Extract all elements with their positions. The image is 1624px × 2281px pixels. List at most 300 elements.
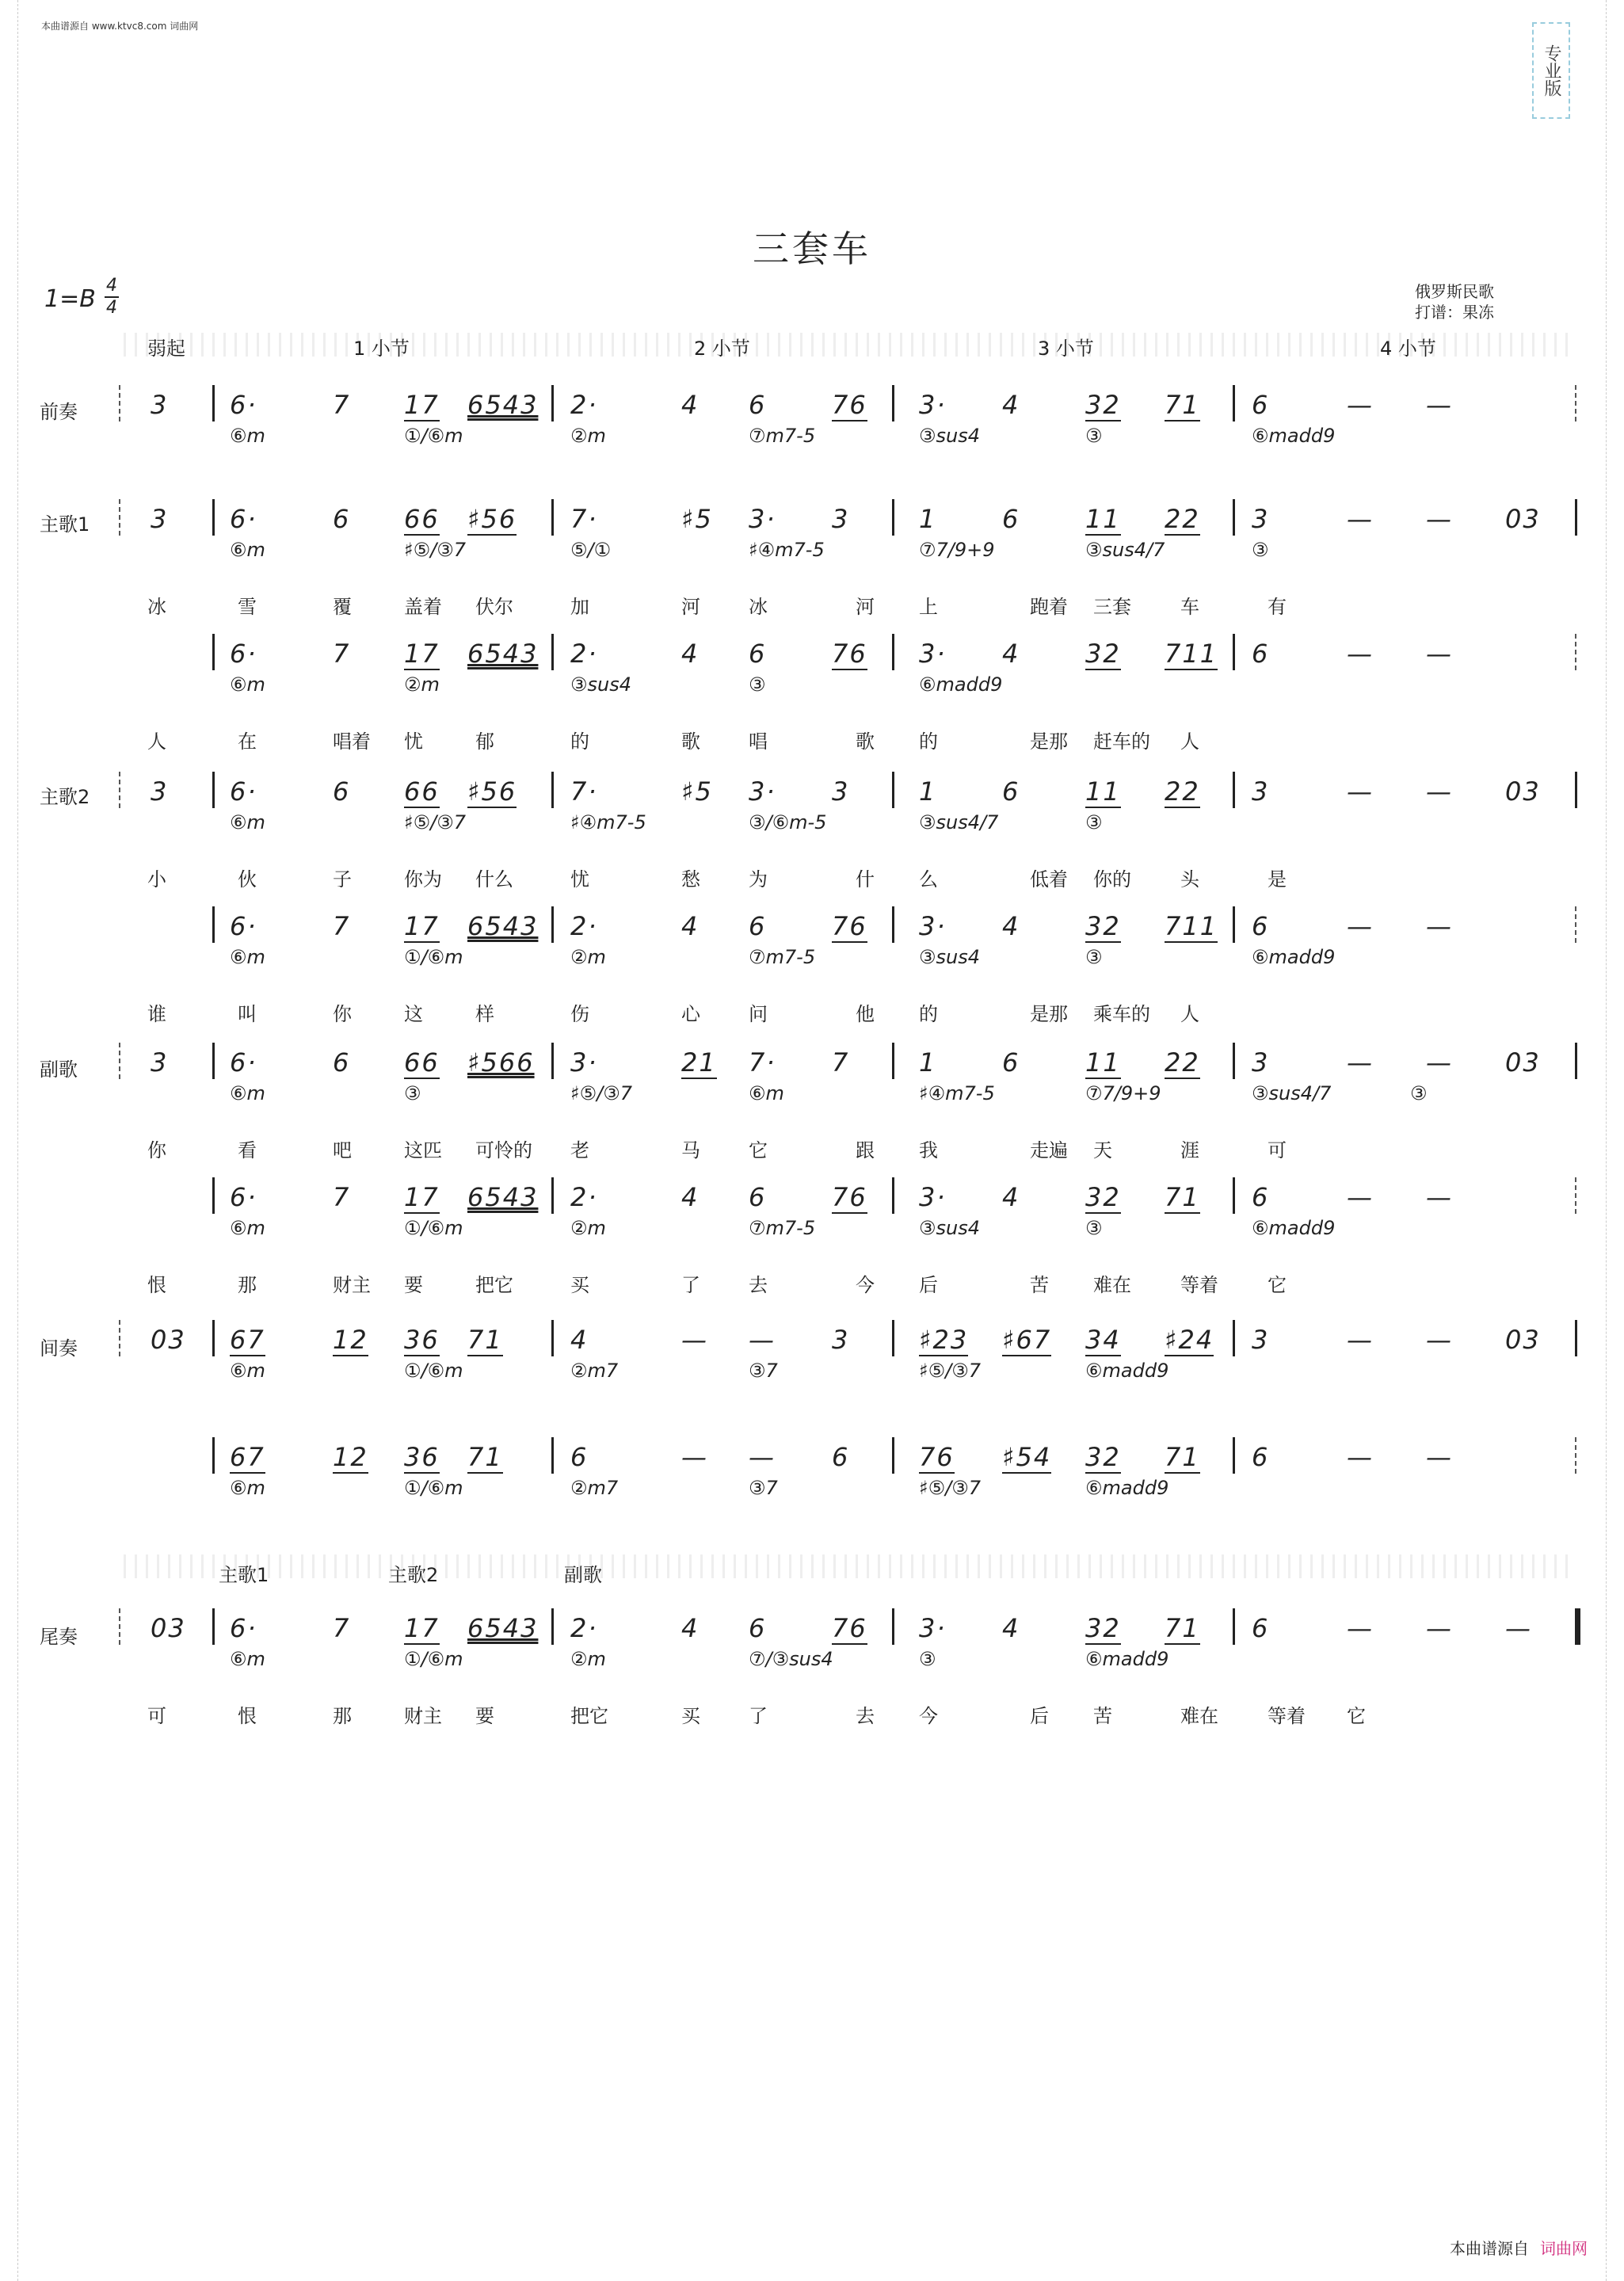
note: 17 [404, 639, 440, 669]
lyric-syllable: 愁 [681, 868, 700, 891]
barline [212, 385, 215, 421]
barline-end [1575, 1437, 1576, 1474]
note: — [1426, 639, 1453, 669]
note: — [1347, 1182, 1374, 1212]
lyric-syllable: 冰 [147, 596, 166, 618]
section-interlude: 间奏 [40, 1337, 78, 1360]
note: 6 [1252, 639, 1270, 669]
note: 7 [832, 1047, 850, 1078]
chord-symbol: ③ [1085, 1217, 1103, 1239]
note: — [1347, 1442, 1374, 1472]
note: 3· [919, 911, 947, 941]
note: 4 [1002, 1613, 1020, 1643]
note: 711 [1165, 639, 1218, 669]
barline [892, 1608, 894, 1645]
chord-symbol: ⑥madd9 [1085, 1360, 1169, 1382]
time-signature [105, 277, 119, 317]
note: — [1426, 1325, 1453, 1355]
note: 4 [1002, 911, 1020, 941]
chord-symbol: ①/⑥m [404, 1477, 463, 1499]
lyric-syllable: 雪 [238, 596, 257, 618]
lyric-syllable: 我 [919, 1139, 938, 1161]
note: 32 [1085, 1182, 1121, 1212]
note: 11 [1085, 1047, 1121, 1078]
barline [551, 906, 554, 943]
lyric-syllable: 马 [681, 1139, 700, 1161]
note: 76 [832, 1182, 867, 1212]
note: 76 [832, 390, 867, 420]
lyric-syllable: 人 [1180, 730, 1199, 753]
chord-symbol: ⑦m7-5 [749, 425, 816, 447]
note: 67 [230, 1325, 265, 1355]
lyric-syllable: 河 [856, 596, 875, 618]
note: — [749, 1325, 776, 1355]
chord-symbol: ①/⑥m [404, 425, 463, 447]
note: — [1426, 1182, 1453, 1212]
lyric-syllable: 叫 [238, 1003, 257, 1025]
chord-symbol: ③sus4 [570, 673, 632, 696]
barline [1233, 906, 1235, 943]
lyric-syllable: 这匹 [404, 1139, 442, 1161]
lyric-syllable: 歌 [681, 730, 700, 753]
section-verse2: 主歌2 [40, 786, 90, 808]
note: 6 [749, 390, 767, 420]
chord-symbol: ⑥m [230, 1360, 265, 1382]
chord-symbol: ⑥madd9 [1252, 946, 1336, 968]
section-outro: 尾奏 [40, 1626, 78, 1648]
chord-symbol: ②m7 [570, 1477, 619, 1499]
note: 6· [230, 1047, 257, 1078]
chord-symbol: ♯④m7-5 [570, 811, 646, 833]
note: 66 [404, 1047, 440, 1078]
lyric-syllable: 后 [1030, 1705, 1049, 1727]
barline [551, 385, 554, 421]
barline-end [1575, 1320, 1577, 1356]
lyric-syllable: 歌 [856, 730, 875, 753]
note: 6· [230, 911, 257, 941]
chord-symbol: ③ [1085, 946, 1103, 968]
note: 3· [919, 390, 947, 420]
note: 3 [832, 776, 850, 807]
barline-start [119, 1043, 120, 1079]
barline [551, 772, 554, 808]
note: 6 [570, 1442, 589, 1472]
lyric-syllable: 盖着 [404, 596, 442, 618]
barline-end [1575, 634, 1576, 670]
pickup-label: 弱起 [147, 338, 185, 360]
barline [212, 1320, 215, 1356]
barline [212, 1043, 215, 1079]
lyric-syllable: 伙 [238, 868, 257, 891]
chord-symbol: ⑦7/9+9 [1085, 1082, 1161, 1104]
note: 6 [333, 504, 351, 534]
lyric-syllable: 是那 [1030, 730, 1068, 753]
note: 6543 [467, 390, 539, 420]
lyric-syllable: 忧 [570, 868, 589, 891]
barline [212, 772, 215, 808]
note: 6 [749, 1613, 767, 1643]
lyric-syllable: 等着 [1268, 1705, 1306, 1727]
lyric-syllable: 他 [856, 1003, 875, 1025]
note: — [1505, 1613, 1532, 1643]
note: 32 [1085, 390, 1121, 420]
note: 6543 [467, 639, 539, 669]
note: 71 [1165, 1182, 1200, 1212]
lyric-syllable: 恨 [238, 1705, 257, 1727]
chord-symbol: ⑦/③sus4 [749, 1648, 833, 1670]
chord-symbol: ⑤/① [570, 539, 612, 561]
note: 1 [919, 776, 937, 807]
barline-start [119, 1320, 120, 1356]
key-signature: 1=B [44, 285, 96, 313]
lyric-syllable: 今 [856, 1274, 875, 1296]
barline-start [119, 1608, 120, 1645]
note: 6 [749, 639, 767, 669]
chord-symbol: ♯④m7-5 [919, 1082, 995, 1104]
barline-end [1575, 1608, 1580, 1645]
lyric-syllable: 是那 [1030, 1003, 1068, 1025]
lyric-syllable: 财主 [404, 1705, 442, 1727]
note: 03 [1505, 1325, 1541, 1355]
lyric-syllable: 赶车的 [1093, 730, 1150, 753]
note: ♯5 [681, 504, 713, 534]
note: 7 [333, 1182, 351, 1212]
note: 6 [1002, 776, 1020, 807]
note: 2· [570, 1613, 598, 1643]
lyric-syllable: 了 [681, 1274, 700, 1296]
lyric-syllable: 后 [919, 1274, 938, 1296]
chord-symbol: ②m [570, 1217, 606, 1239]
note: 7 [333, 911, 351, 941]
barline [212, 1177, 215, 1214]
lyric-syllable: 人 [1180, 1003, 1199, 1025]
lyric-syllable: 问 [749, 1003, 768, 1025]
note: 6 [832, 1442, 850, 1472]
note: 6 [333, 776, 351, 807]
lyric-syllable: 把它 [570, 1705, 608, 1727]
barline [551, 634, 554, 670]
note: 4 [570, 1325, 589, 1355]
note: — [1426, 390, 1453, 420]
note: 6543 [467, 1613, 539, 1643]
lyric-syllable: 加 [570, 596, 589, 618]
note: 6 [749, 1182, 767, 1212]
barline-end [1575, 499, 1577, 536]
note: — [1426, 504, 1453, 534]
note: 6543 [467, 911, 539, 941]
note: 6· [230, 1613, 257, 1643]
note: 3· [919, 1613, 947, 1643]
measure-guide-band [119, 333, 1576, 357]
barline-end [1575, 906, 1576, 943]
note: 71 [1165, 390, 1200, 420]
lyric-syllable: 头 [1180, 868, 1199, 891]
barline [1233, 1043, 1235, 1079]
lyric-syllable: 了 [749, 1705, 768, 1727]
note: 6 [749, 911, 767, 941]
lyric-syllable: 人 [147, 730, 166, 753]
lyric-syllable: 伤 [570, 1003, 589, 1025]
note: 6· [230, 1182, 257, 1212]
lyric-syllable: 它 [749, 1139, 768, 1161]
chord-symbol: ⑥m [230, 1082, 265, 1104]
note: 32 [1085, 911, 1121, 941]
lyric-syllable: 么 [919, 868, 938, 891]
chord-symbol: ⑥m [230, 946, 265, 968]
note: ♯23 [919, 1325, 969, 1355]
chord-symbol: ①/⑥m [404, 946, 463, 968]
note: 6· [230, 639, 257, 669]
lyric-syllable: 郁 [475, 730, 494, 753]
note: 76 [832, 911, 867, 941]
note: 71 [1165, 1442, 1200, 1472]
barline [1233, 499, 1235, 536]
time-sig-bottom: 4 [106, 298, 117, 318]
barline [1233, 1608, 1235, 1645]
note: 6 [333, 1047, 351, 1078]
lyric-syllable: 苦 [1093, 1705, 1112, 1727]
note: 3 [151, 504, 169, 534]
note: 3· [570, 1047, 598, 1078]
lyric-syllable: 恨 [147, 1274, 166, 1296]
note: 4 [681, 1182, 700, 1212]
note: — [1347, 1047, 1374, 1078]
note: 7· [570, 504, 598, 534]
lyric-syllable: 样 [475, 1003, 494, 1025]
chord-symbol: ⑥m [749, 1082, 784, 1104]
chord-symbol: ⑥madd9 [1085, 1648, 1169, 1670]
barline-start [119, 385, 120, 421]
note: 6543 [467, 1182, 539, 1212]
lyric-syllable: 买 [570, 1274, 589, 1296]
chord-symbol: ♯⑤/③7 [404, 539, 466, 561]
lyric-syllable: 上 [919, 596, 938, 618]
chord-symbol: ③ [1085, 811, 1103, 833]
chord-symbol: ①/⑥m [404, 1217, 463, 1239]
note: 6 [1002, 1047, 1020, 1078]
lyric-syllable: 冰 [749, 596, 768, 618]
note: 11 [1085, 504, 1121, 534]
note: 71 [467, 1442, 503, 1472]
note: 2· [570, 639, 598, 669]
note: 76 [832, 1613, 867, 1643]
lyric-syllable: 等着 [1180, 1274, 1218, 1296]
chord-symbol: ♯④m7-5 [749, 539, 825, 561]
lyric-syllable: 去 [856, 1705, 875, 1727]
barline [212, 634, 215, 670]
note: 22 [1165, 776, 1200, 807]
note: 3 [151, 776, 169, 807]
lyric-syllable: 什么 [475, 868, 513, 891]
barline [1233, 1320, 1235, 1356]
note: 22 [1165, 504, 1200, 534]
lyric-syllable: 看 [238, 1139, 257, 1161]
lyric-syllable: 跟 [856, 1139, 875, 1161]
barline [892, 1177, 894, 1214]
barline [892, 772, 894, 808]
chord-symbol: ③sus4 [919, 1217, 981, 1239]
lyric-syllable: 有 [1268, 596, 1287, 618]
lyric-syllable: 这 [404, 1003, 423, 1025]
lyric-syllable: 跑着 [1030, 596, 1068, 618]
barline [892, 1437, 894, 1474]
note: ♯5 [681, 776, 713, 807]
chord-symbol: ③7 [749, 1477, 778, 1499]
note: ♯56 [467, 776, 517, 807]
chord-symbol: ③sus4/7 [1252, 1082, 1332, 1104]
section-verse1: 主歌1 [40, 513, 90, 536]
note: 6 [1252, 1182, 1270, 1212]
note: — [1426, 911, 1453, 941]
note: 17 [404, 390, 440, 420]
chord-symbol: ②m [404, 673, 440, 696]
measure-4-label: 4 小节 [1380, 338, 1436, 360]
lyric-syllable: 难在 [1180, 1705, 1218, 1727]
lyric-syllable: 那 [333, 1705, 352, 1727]
note: 3· [749, 776, 776, 807]
note: 1 [919, 1047, 937, 1078]
chord-symbol: ♯⑤/③7 [919, 1360, 981, 1382]
chord-symbol: ⑥madd9 [1252, 425, 1336, 447]
note: — [1426, 1442, 1453, 1472]
note: — [1347, 504, 1374, 534]
note: 1 [919, 504, 937, 534]
barline [212, 906, 215, 943]
barline [212, 1608, 215, 1645]
transcriber-credit: 打谱：果冻 [1415, 303, 1494, 322]
left-margin-strip [0, 0, 18, 2281]
chord-symbol: ②m [570, 425, 606, 447]
note: 7· [749, 1047, 776, 1078]
note: 17 [404, 1613, 440, 1643]
note: 34 [1085, 1325, 1121, 1355]
note: 3 [832, 504, 850, 534]
chord-symbol: ⑥madd9 [919, 673, 1003, 696]
footer-brand: 词曲网 [1540, 2239, 1588, 2258]
barline [892, 906, 894, 943]
note: 03 [151, 1325, 186, 1355]
note: 67 [230, 1442, 265, 1472]
note: 6 [1002, 504, 1020, 534]
section-prelude: 前奏 [40, 401, 78, 423]
lyric-syllable: 苦 [1030, 1274, 1049, 1296]
lyric-syllable: 它 [1347, 1705, 1366, 1727]
note: — [1347, 390, 1374, 420]
note: ♯54 [1002, 1442, 1052, 1472]
lyric-syllable: 三套 [1093, 596, 1131, 618]
note: 36 [404, 1442, 440, 1472]
chord-symbol: ⑦m7-5 [749, 1217, 816, 1239]
lyric-syllable: 你为 [404, 868, 442, 891]
note: — [1426, 1613, 1453, 1643]
note: 76 [919, 1442, 955, 1472]
chord-symbol: ③ [1252, 539, 1269, 561]
lyric-syllable: 什 [856, 868, 875, 891]
note: 12 [333, 1442, 368, 1472]
note: 71 [1165, 1613, 1200, 1643]
note: — [681, 1442, 708, 1472]
measure-2-label: 2 小节 [694, 338, 750, 360]
lyric-syllable: 心 [681, 1003, 700, 1025]
lyric-syllable: 难在 [1093, 1274, 1131, 1296]
barline-end [1575, 385, 1576, 421]
note: 36 [404, 1325, 440, 1355]
lyric-syllable: 吧 [333, 1139, 352, 1161]
note: — [1347, 776, 1374, 807]
time-sig-top: 4 [106, 276, 117, 296]
note: 7 [333, 390, 351, 420]
chord-symbol: ③ [749, 673, 766, 696]
note: 2· [570, 390, 598, 420]
note: 3 [151, 1047, 169, 1078]
note: — [1426, 1047, 1453, 1078]
lyric-syllable: 把它 [475, 1274, 513, 1296]
note: 3 [1252, 504, 1270, 534]
lyric-syllable: 乘车的 [1093, 1003, 1150, 1025]
lyric-syllable: 是 [1268, 868, 1287, 891]
chord-symbol: ①/⑥m [404, 1648, 463, 1670]
note: ♯67 [1002, 1325, 1052, 1355]
note: 11 [1085, 776, 1121, 807]
barline [1233, 634, 1235, 670]
barline [892, 385, 894, 421]
note: — [681, 1325, 708, 1355]
note: 3 [1252, 1325, 1270, 1355]
note: ♯566 [467, 1047, 535, 1078]
note: 03 [1505, 776, 1541, 807]
chord-symbol: ②m [570, 946, 606, 968]
lyric-syllable: 去 [749, 1274, 768, 1296]
note: 4 [1002, 1182, 1020, 1212]
note: 2· [570, 911, 598, 941]
barline [551, 1437, 554, 1474]
chord-symbol: ⑥m [230, 425, 265, 447]
barline [551, 499, 554, 536]
lyric-syllable: 买 [681, 1705, 700, 1727]
chord-symbol: ③sus4 [919, 425, 981, 447]
lyric-syllable: 你 [333, 1003, 352, 1025]
chord-symbol: ⑥madd9 [1252, 1217, 1336, 1239]
note: 76 [832, 639, 867, 669]
note: — [1347, 639, 1374, 669]
barline [212, 1437, 215, 1474]
note: 4 [681, 639, 700, 669]
barline [1233, 1437, 1235, 1474]
note: 6 [1252, 1613, 1270, 1643]
chord-symbol: ⑦m7-5 [749, 946, 816, 968]
chord-symbol: ⑥m [230, 673, 265, 696]
lyric-syllable: 覆 [333, 596, 352, 618]
song-origin: 俄罗斯民歌 [1415, 282, 1494, 301]
lyric-syllable: 要 [404, 1274, 423, 1296]
lyric-syllable: 为 [749, 868, 768, 891]
chord-symbol: ③ [919, 1648, 936, 1670]
note: — [1347, 1325, 1374, 1355]
lyric-syllable: 它 [1268, 1274, 1287, 1296]
lyric-syllable: 财主 [333, 1274, 371, 1296]
chord-symbol: ③sus4 [919, 946, 981, 968]
lyric-syllable: 今 [919, 1705, 938, 1727]
barline [1233, 1177, 1235, 1214]
measure-1-label: 1 小节 [353, 338, 410, 360]
note: 6· [230, 776, 257, 807]
chord-symbol: ③/⑥m-5 [749, 811, 827, 833]
chord-symbol: ⑥m [230, 1648, 265, 1670]
lyric-syllable: 的 [570, 730, 589, 753]
lyric-syllable: 小 [147, 868, 166, 891]
note: 3 [151, 390, 169, 420]
note: 4 [1002, 390, 1020, 420]
